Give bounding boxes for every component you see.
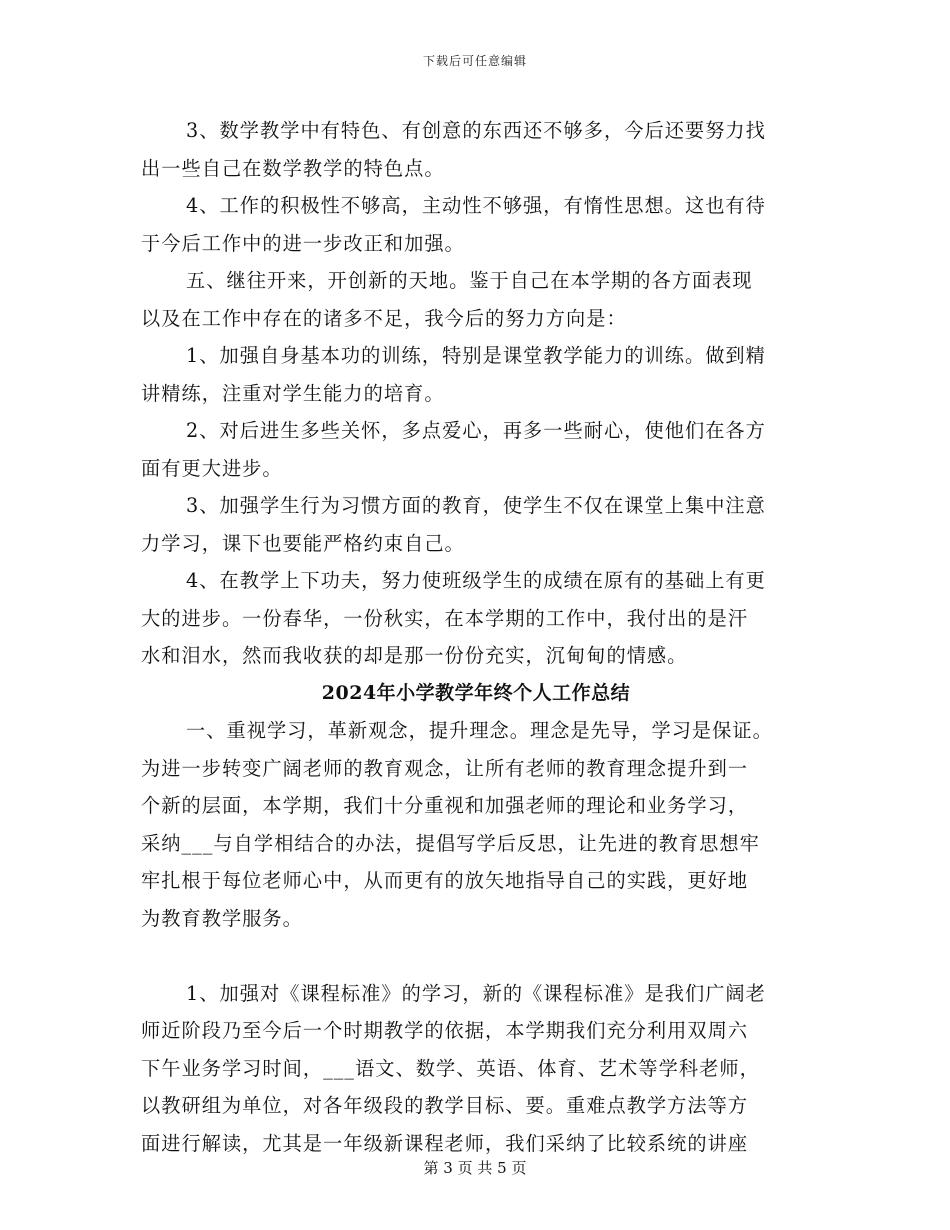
section-title: 2024年小学教学年终个人工作总结 — [321, 681, 631, 704]
page-header: 下载后可任意编辑 — [422, 54, 527, 68]
document-body — [141, 112, 811, 1162]
paragraph-line: 下午业务学习时间，___语文、数学、英语、体育、艺术等学科老师， — [141, 1056, 760, 1080]
paragraph-line: 3、加强学生行为习惯方面的教育，使学生不仅在课堂上集中注意 — [186, 494, 766, 517]
paragraph-line: 师近阶段乃至今后一个时期教学的依据，本学期我们充分利用双周六 — [141, 1019, 749, 1042]
paragraph-line: 大的进步。一份春华，一份秋实，在本学期的工作中，我付出的是汗 — [141, 606, 749, 630]
paragraph-line: 3、数学教学中有特色、有创意的东西还不够多，今后还要努力找 — [186, 119, 766, 142]
paragraph-line: 一、重视学习，革新观念，提升理念。理念是先导，学习是保证。 — [186, 719, 773, 742]
paragraph-line: 水和泪水，然而我收获的却是那一份份充实，沉甸甸的情感。 — [141, 644, 688, 667]
paragraph-line: 面有更大进步。 — [141, 456, 283, 480]
paragraph-line: 力学习，课下也要能严格约束自己。 — [141, 531, 465, 555]
paragraph-line: 面进行解读，尤其是一年级新课程老师，我们采纳了比较系统的讲座 — [141, 1131, 749, 1155]
page-footer: 第 3 页 共 5 页 — [423, 1159, 527, 1177]
paragraph-line: 个新的层面，本学期，我们十分重视和加强老师的理论和业务学习， — [141, 794, 749, 817]
paragraph-line: 讲精练，注重对学生能力的培育。 — [141, 381, 445, 405]
paragraph-line: 牢扎根于每位老师心中，从而更有的放矢地指导自己的实践，更好地 — [141, 869, 749, 892]
paragraph-line: 2、对后进生多些关怀，多点爱心，再多一些耐心，使他们在各方 — [186, 419, 766, 442]
paragraph-gap — [141, 937, 811, 975]
paragraph-line: 出一些自己在数学教学的特色点。 — [141, 156, 445, 180]
paragraph-line: 为进一步转变广阔老师的教育观念，让所有老师的教育理念提升到一 — [141, 756, 749, 780]
paragraph-line: 于今后工作中的进一步改正和加强。 — [141, 231, 465, 255]
paragraph-line: 4、工作的积极性不够高，主动性不够强，有惰性思想。这也有待 — [186, 194, 766, 217]
paragraph-line: 为教育教学服务。 — [141, 906, 303, 930]
paragraph-line: 以及在工作中存在的诸多不足，我今后的努力方向是： — [141, 306, 627, 330]
paragraph-line: 1、加强对《课程标准》的学习，新的《课程标准》是我们广阔老 — [186, 981, 766, 1005]
paragraph-line: 以教研组为单位，对各年级段的教学目标、要。重难点教学方法等方 — [141, 1094, 749, 1117]
paragraph-line: 1、加强自身基本功的训练，特别是课堂教学能力的训练。做到精 — [186, 344, 766, 367]
paragraph-line: 4、在教学上下功夫，努力使班级学生的成绩在原有的基础上有更 — [186, 569, 766, 592]
paragraph-line: 五、继往开来，开创新的天地。鉴于自己在本学期的各方面表现 — [186, 269, 753, 292]
paragraph-line: 采纳___与自学相结合的办法，提倡写学后反思，让先进的教育思想牢 — [141, 831, 760, 855]
